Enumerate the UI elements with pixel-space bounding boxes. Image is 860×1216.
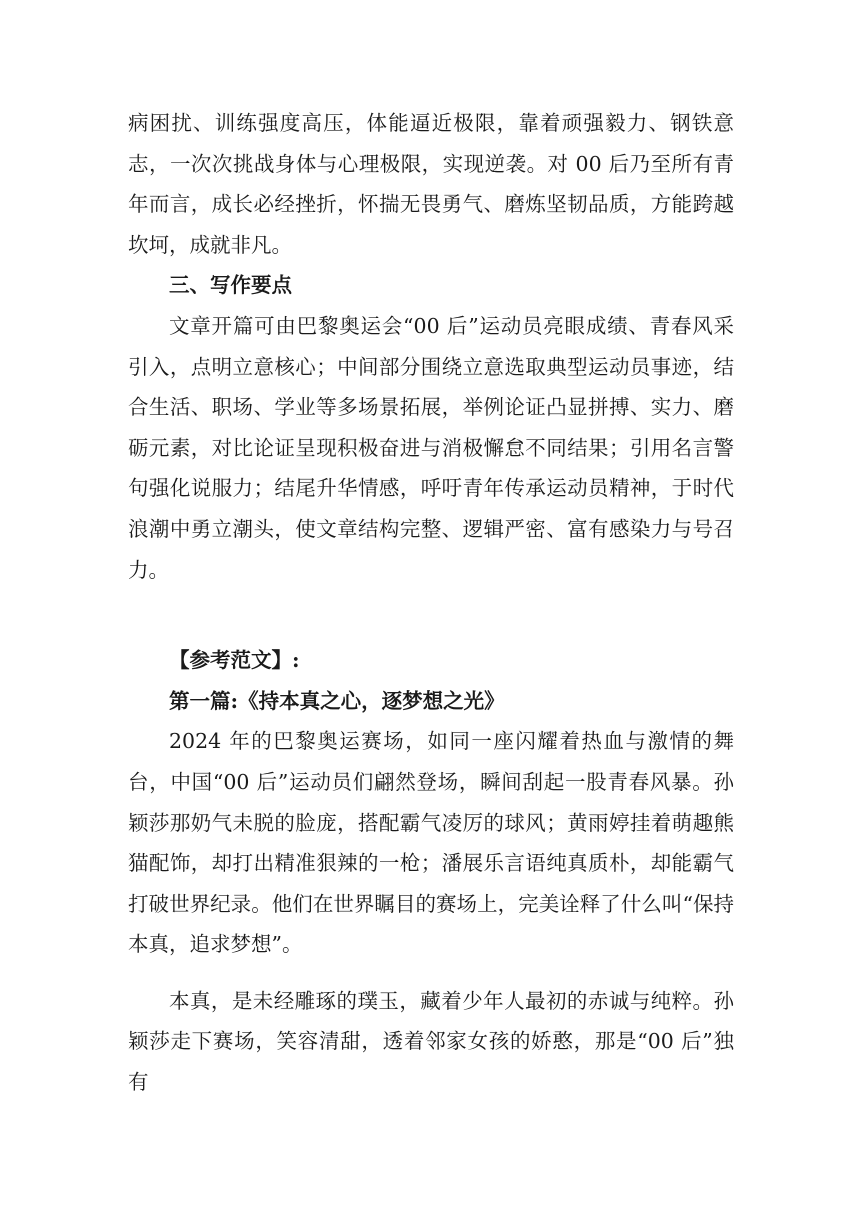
section-heading: 三、写作要点	[169, 273, 292, 298]
writing-points-paragraph: 文章开篇可由巴黎奥运会“00 后”运动员亮眼成绩、青春风采引入，点明立意核心；中间部分围绕立意选取典型运动员事迹，结合生活、职场、学业等多场景拓展，举例论证凸显拼搏、实力、磨砺元素，对比论证呈现积极奋进与消极懈怠不同结果；引用名言警句强化说服力；结尾升华情感，呼吁青年传承运动员精神，于时代浪潮中勇立潮头，使文章结构完整、逻辑严密、富有感染力与号召力。	[128, 313, 734, 582]
reference-essay-label: 【参考范文】:	[169, 648, 300, 673]
essay-title: 第一篇:《持本真之心，逐梦想之光》	[169, 688, 505, 713]
essay-paragraph-1: 2024 年的巴黎奥运赛场，如同一座闪耀着热血与激情的舞台，中国“00 后”运动员们翩然登场，瞬间刮起一股青春风暴。孙颖莎那奶气未脱的脸庞，搭配霸气凌厉的球风；黄雨婷挂着萌趣熊猫配饰，却打出精准狠辣的一枪；潘展乐言语纯真质朴，却能霸气打破世界纪录。他们在世界瞩目的赛场上，完美诠释了什么叫“保持本真，追求梦想”。	[128, 729, 734, 957]
spacer	[128, 590, 734, 640]
spacer	[128, 965, 734, 981]
document-page	[128, 103, 734, 1103]
essay-paragraph-2: 本真，是未经雕琢的璞玉，藏着少年人最初的赤诚与纯粹。孙颖莎走下赛场，笑容清甜，透着邻家女孩的娇憨，那是“00 后”独有	[128, 988, 734, 1095]
intro-paragraph: 病困扰、训练强度高压，体能逼近极限，靠着顽强毅力、钢铁意志，一次次挑战身体与心理极限，实现逆袭。对 00 后乃至所有青年而言，成长必经挫折，怀揣无畏勇气、磨炼坚韧品质，方能跨越坎坷，成就非凡。	[128, 111, 734, 257]
